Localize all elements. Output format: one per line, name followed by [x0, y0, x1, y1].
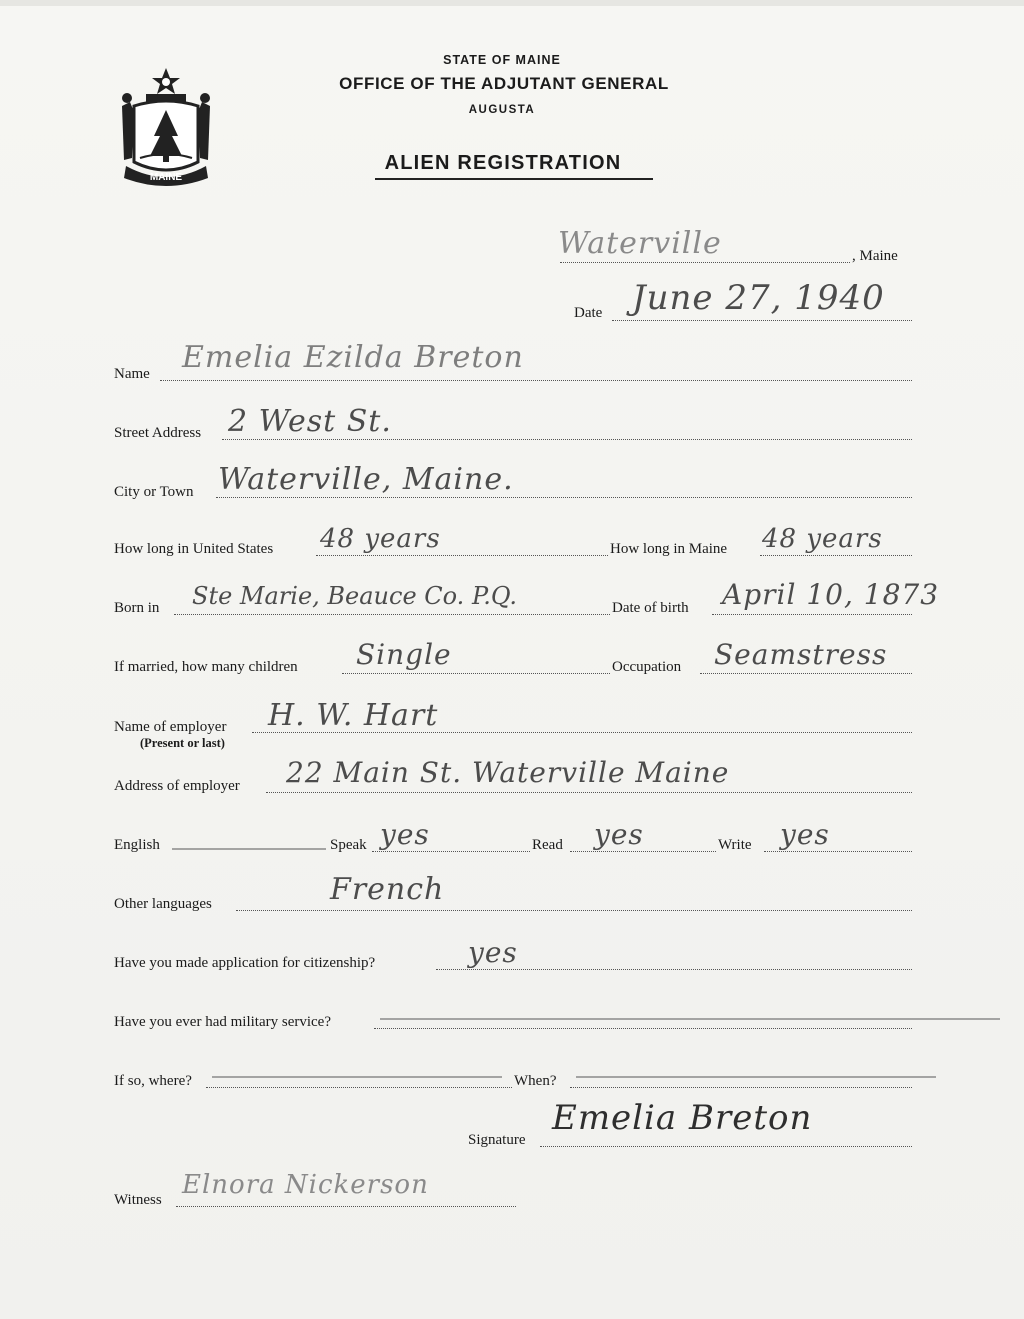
citizenship-label: Have you made application for citizenship? [114, 955, 376, 971]
signature-label: Signature [468, 1132, 526, 1148]
long-maine-label: How long in Maine [610, 541, 728, 557]
write-label: Write [718, 837, 752, 853]
read-value: yes [594, 818, 644, 851]
employer-note: (Present or last) [140, 736, 225, 750]
where-dash [212, 1076, 502, 1078]
english-label: English [114, 837, 160, 853]
city-label: City or Town [114, 484, 194, 500]
svg-text:MAINE: MAINE [149, 172, 183, 183]
born-in-value: Ste Marie, Beauce Co. P.Q. [192, 582, 517, 610]
name-value: Emelia Ezilda Breton [182, 340, 524, 375]
other-languages-value: French [330, 872, 445, 907]
read-label: Read [532, 837, 563, 853]
date-value: June 27, 1940 [632, 278, 885, 318]
long-us-label: How long in United States [114, 541, 274, 557]
military-dash [380, 1018, 1000, 1020]
children-value: Single [356, 638, 452, 671]
header-city: AUGUSTA [468, 104, 536, 116]
witness-value: Elnora Nickerson [182, 1170, 429, 1200]
name-label: Name [114, 366, 150, 382]
street-label: Street Address [114, 425, 202, 441]
when-dash [576, 1076, 936, 1078]
employer-address-label: Address of employer [114, 778, 240, 794]
occupation-value: Seamstress [714, 638, 888, 671]
long-maine-value: 48 years [762, 524, 883, 554]
header-state: STATE OF MAINE [443, 53, 561, 67]
city-value: Waterville, Maine. [218, 462, 514, 497]
title-underline [375, 178, 653, 180]
employer-label: Name of employer [114, 719, 227, 735]
header-office: OFFICE OF THE ADJUTANT GENERAL [339, 74, 669, 93]
born-in-label: Born in [114, 600, 160, 616]
citizenship-value: yes [468, 936, 518, 969]
other-languages-label: Other languages [114, 896, 212, 912]
when-label: When? [514, 1073, 557, 1089]
speak-value: yes [380, 818, 430, 851]
dob-label: Date of birth [612, 600, 689, 616]
form-title: ALIEN REGISTRATION [384, 152, 622, 174]
occupation-label: Occupation [612, 659, 682, 675]
dob-value: April 10, 1873 [722, 578, 940, 611]
maine-label: , Maine [852, 248, 898, 264]
town-value: Waterville [558, 226, 722, 261]
long-us-value: 48 years [320, 524, 441, 554]
employer-address-value: 22 Main St. Waterville Maine [286, 756, 730, 789]
children-label: If married, how many children [114, 659, 298, 675]
witness-label: Witness [114, 1192, 162, 1208]
street-value: 2 West St. [228, 404, 392, 439]
write-value: yes [780, 818, 830, 851]
date-label: Date [574, 305, 603, 321]
scan-edge [0, 0, 1024, 6]
military-label: Have you ever had military service? [114, 1014, 331, 1030]
signature-value: Emelia Breton [552, 1098, 813, 1138]
speak-label: Speak [330, 837, 367, 853]
employer-value: H. W. Hart [268, 698, 439, 733]
where-label: If so, where? [114, 1073, 192, 1089]
